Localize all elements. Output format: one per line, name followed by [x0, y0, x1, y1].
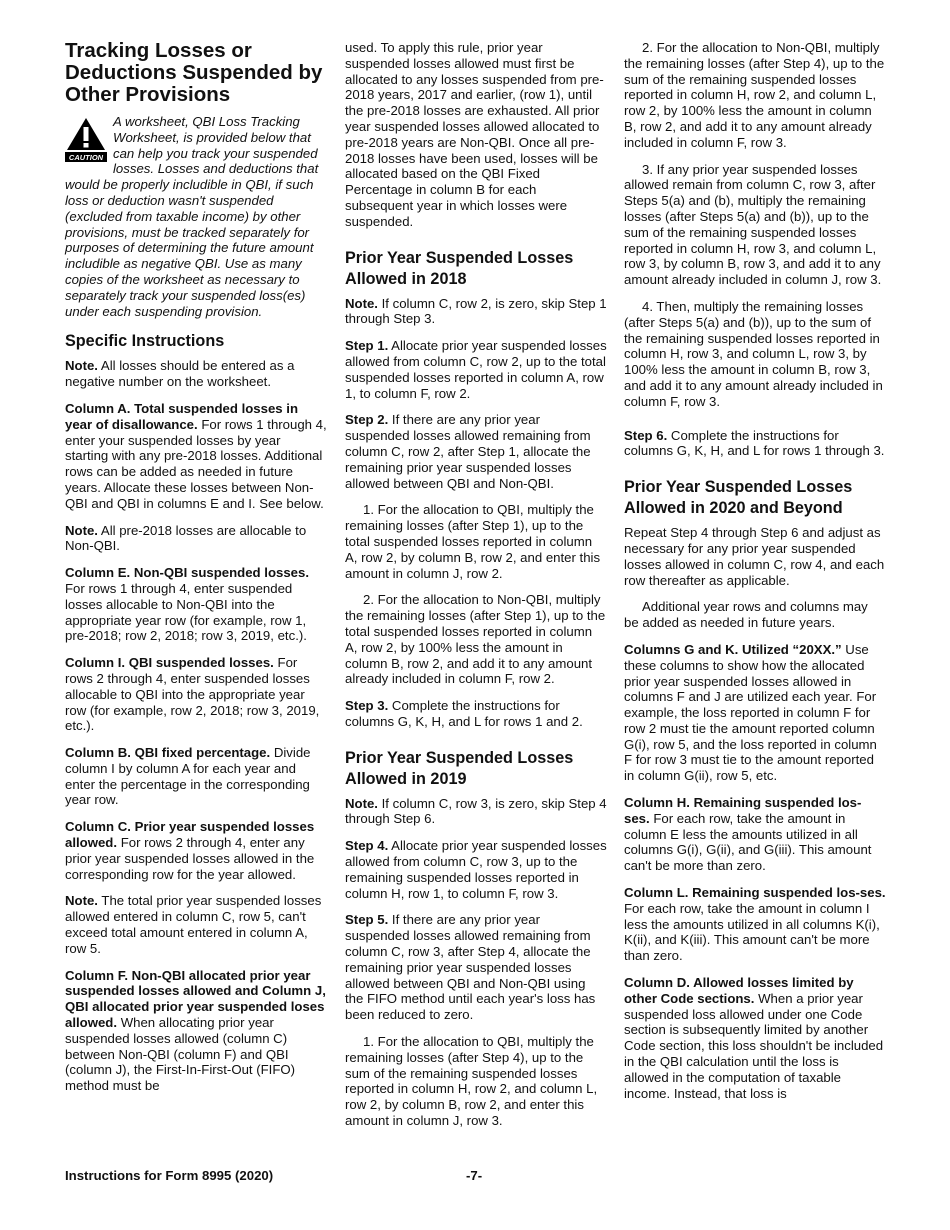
step-text: If there are any prior year suspended losses allowed remaining from column C, row 3, after Step 4, allocate the remaining prior year suspended losses allowed between QBI and Non-QBI using the FIFO method until each year's loss has been reduced to zero.: [345, 912, 596, 1023]
step-5: [345, 912, 607, 1023]
note-column-c-limit: [65, 893, 327, 956]
step-label: Step 1.: [345, 338, 389, 354]
specific-instructions-heading: Specific Instructions: [65, 332, 225, 351]
column-l-text: For each row, take the amount in column I less the amounts utilized in all columns K(i), K(ii), and K(iii). This amount can't be more than zero.: [624, 900, 880, 964]
step-6: [624, 428, 886, 460]
column-d-instruction: [624, 975, 886, 1101]
step-2-item-2: 2. For the allocation to Non-QBI, multiply the remaining losses (after Step 1), up to the total suspended losses reported in column A, row 2, by 100% less the amount in column B, row 2, and add it to any amount already included in column F, row 2.: [345, 592, 606, 687]
column-e-instruction: [65, 565, 327, 644]
column-e-label: Column E. Non-QBI suspended losses.: [65, 565, 310, 581]
note-pre-2018: [65, 523, 327, 555]
column-a-text: For rows 1 through 4, enter your suspended losses by year starting with any pre-2018 losses. Additional rows can be added as needed in future years. Allocate these losses between Non-QBI and QBI in columns E and I. See below.: [65, 416, 327, 511]
note-2018: [345, 296, 607, 328]
step-label: Step 3.: [345, 698, 389, 714]
column-c-label: Column C. Prior year suspended losses allowed.: [65, 819, 315, 851]
note-label: Note.: [65, 522, 98, 538]
note-all-losses: [65, 358, 327, 390]
step-text: If there are any prior year suspended losses allowed remaining from column C, row 2, after Step 1, allocate the remaining prior year suspended losses allowed between QBI and Non-QBI.: [345, 412, 591, 491]
column-b-label: Column B. QBI fixed percentage.: [65, 745, 271, 761]
step-1: [345, 338, 607, 401]
caution-label: CAUTION: [68, 153, 104, 162]
step-label: Step 2.: [345, 412, 389, 428]
step-text: Allocate prior year suspended losses allowed from column C, row 2, up to the total suspended losses reported in column A, row 1, to column F, row 2.: [345, 338, 607, 401]
footer-form-title: Instructions for Form 8995 (2020): [65, 1168, 274, 1183]
caution-icon: [65, 116, 107, 162]
step-2-item-1: 1. For the allocation to QBI, multiply the remaining losses (after Step 1), up to the total suspended losses reported in column A, row 2, by column B, row 2, and enter this amount in column J, row 2.: [345, 502, 601, 581]
note-text: The total prior year suspended losses allowed entered in column C, row 5, can't exceed total amount entered in column A, row 5.: [65, 893, 322, 956]
column-a-instruction: [65, 401, 327, 512]
column-i-instruction: [65, 655, 327, 734]
column-f-j-label: Column F. Non-QBI allocated prior year suspended losses allowed and Column J, QBI allocated prior year suspended loses allowed.: [65, 967, 326, 1031]
heading-2019: Prior Year Suspended Losses Allowed in 2019: [345, 748, 574, 788]
note-text: All losses should be entered as a negative number on the worksheet.: [65, 358, 295, 390]
note-label: Note.: [345, 795, 378, 811]
step-label: Step 4.: [345, 838, 389, 854]
column-b-instruction: [65, 745, 327, 808]
column-l-instruction: [624, 885, 886, 964]
step-text: Complete the instructions for columns G, K, H, and L for rows 1 and 2.: [345, 698, 583, 729]
columns-g-k-instruction: [624, 642, 886, 784]
column-d-text: When a prior year suspended loss allowed under one Code section is subsequently limited by another Code section, this loss shouldn't be included in the QBI calculation until the loss is allowed in the computation of taxable income. Instead, that loss is: [624, 990, 884, 1101]
section-title: Tracking Losses or Deductions Suspended by Other Provisions: [65, 39, 323, 106]
note-label: Note.: [65, 893, 98, 909]
heading-2020-beyond: Prior Year Suspended Losses Allowed in 2020 and Beyond: [624, 478, 853, 518]
step-label: Step 5.: [345, 912, 389, 928]
column-h-text: For each row, take the amount in column E less the amounts utilized in all columns G(i), G(ii), and G(iii). This amount can't be more than zero.: [624, 810, 872, 874]
column-e-text: For rows 1 through 4, enter suspended losses allocable to Non-QBI into the appropriate year row (for example, row 1, pre-2018; row 2, 2018; row 3, 2019, etc.).: [65, 580, 307, 644]
note-text: If column C, row 2, is zero, skip Step 1 through Step 3.: [345, 295, 607, 327]
column-f-j-instruction: [65, 968, 327, 1094]
column-h-label: Column H. Remaining suspended los-ses.: [624, 795, 862, 826]
column-b-text: Divide column I by column A for each year and enter the percentage in the corresponding year row.: [65, 745, 311, 808]
step-5-item-2: 2. For the allocation to Non-QBI, multiply the remaining losses (after Step 4), up to the sum of the remaining suspended losses reported in column H, row 2, and column L, row 2, by 100% less the amount in column B, row 2, and add it to any amount already included in column F, row 3.: [624, 40, 885, 150]
step-5-item-1: 1. For the allocation to QBI, multiply the remaining losses (after Step 4), up to the sum of the remaining suspended losses reported in column H, row 2, and column L, row 2, by column B, row 2, and enter this amount in column J, row 3.: [345, 1034, 598, 1129]
note-label: Note.: [65, 358, 98, 374]
column-left: [65, 40, 327, 1105]
column-h-instruction: [624, 795, 886, 874]
note-label: Note.: [345, 295, 378, 311]
step-4: [345, 838, 607, 901]
column-right: [624, 40, 886, 1112]
column-d-label: Column D. Allowed losses limited by other Code sections.: [624, 975, 854, 1006]
step-5-item-4: 4. Then, multiply the remaining losses (after Steps 5(a) and (b)), up to the sum of the remaining suspended losses reported in column H, row 3, and column L, row 3, by 100% less the amount in column B, row 3, and add it to any amount already included in column F, row 3.: [624, 298, 883, 409]
column-l-label: Column L. Remaining suspended los-ses.: [624, 885, 886, 901]
column-middle: [345, 40, 607, 1140]
step-label: Step 6.: [624, 427, 668, 443]
step-text: Allocate prior year suspended losses allowed from column C, row 3, up to the remaining suspended losses reported in column H, row 1, to column F, row 3.: [345, 838, 607, 901]
column-a-label: Column A. Total suspended losses in year of disallowance.: [65, 400, 299, 432]
column-f-j-text: When allocating prior year suspended losses allowed (column C) between Non-QBI (column F) and QBI (column J), the First-In-First-Out (FIFO) method must be: [65, 1015, 296, 1094]
columns-g-k-text: Use these columns to show how the allocated prior year suspended losses allowed in columns F and J are utilized each year. For example, the loss reported in column F for row 2 must tie the amount reported column G(i), row 5, and the loss reported in column F for row 3 must tie to the amount reported in column G(ii), row 5, etc.: [624, 641, 877, 784]
note-text: If column C, row 3, is zero, skip Step 4 through Step 6.: [345, 795, 607, 827]
step-5-item-3: 3. If any prior year suspended losses allowed remain from column C, row 3, after Steps 5(a) and (b), multiply the remaining losses (after Steps 5(a) and (b)), up to the sum of the remaining suspended losses reported in column H, row 3, and column L, row 3, by column B, row 3, and add it to any amount already included in column J, row 3.: [624, 161, 882, 288]
caution-paragraph: [65, 114, 327, 319]
additional-rows-note: Additional year rows and columns may be added as needed in future years.: [624, 599, 868, 631]
column-c-instruction: [65, 819, 327, 882]
column-i-label: Column I. QBI suspended losses.: [65, 655, 274, 671]
repeat-steps: Repeat Step 4 through Step 6 and adjust as necessary for any prior year suspended losses allowed in column C, row 4, and each row thereafter as applicable.: [624, 525, 885, 588]
step-3: [345, 698, 607, 730]
step-text: Complete the instructions for columns G, K, H, and L for rows 1 through 3.: [624, 427, 885, 459]
step-2: [345, 412, 607, 491]
spacer: [624, 421, 886, 428]
page-number: -7-: [466, 1168, 483, 1183]
heading-2018: Prior Year Suspended Losses Allowed in 2018: [345, 248, 574, 288]
fifo-continuation: used. To apply this rule, prior year suspended losses allowed must first be allocated to any losses suspended from pre-2018 years, 2017 and earlier, (row 1), until the pre-2018 losses are exhausted. All prior year suspended losses allowed allocated to pre-2018 years are Non-QBI. Once all pre-2018 losses have been used, losses will be allocated based on the QBI Fixed Percentage in column B for each subsequent year in which losses were suspended.: [345, 40, 604, 229]
note-text: All pre-2018 losses are allocable to Non-QBI.: [65, 522, 307, 554]
columns-g-k-label: Columns G and K. Utilized “20XX.”: [624, 641, 842, 657]
caution-text: A worksheet, QBI Loss Tracking Worksheet, is provided below that can help you track your suspended losses. Losses and deductions that would be properly includible in QBI, if such loss or deduction wasn't suspended (excluded from taxable income) by other provisions, must be tracked separately for purposes of determining the future amount includible as negative QBI. Use as many copies of the worksheet as necessary to separately track your suspended loss(es) under each suspending provision.: [65, 114, 319, 319]
note-2019: [345, 796, 607, 828]
column-c-text: For rows 2 through 4, enter any prior year suspended losses allowed in the corresponding row for the year allowed.: [65, 835, 315, 882]
column-i-text: For rows 2 through 4, enter suspended losses allocable to QBI into the appropriate year row (for example, row 2, 2018; row 3, 2019, etc.).: [65, 655, 320, 734]
